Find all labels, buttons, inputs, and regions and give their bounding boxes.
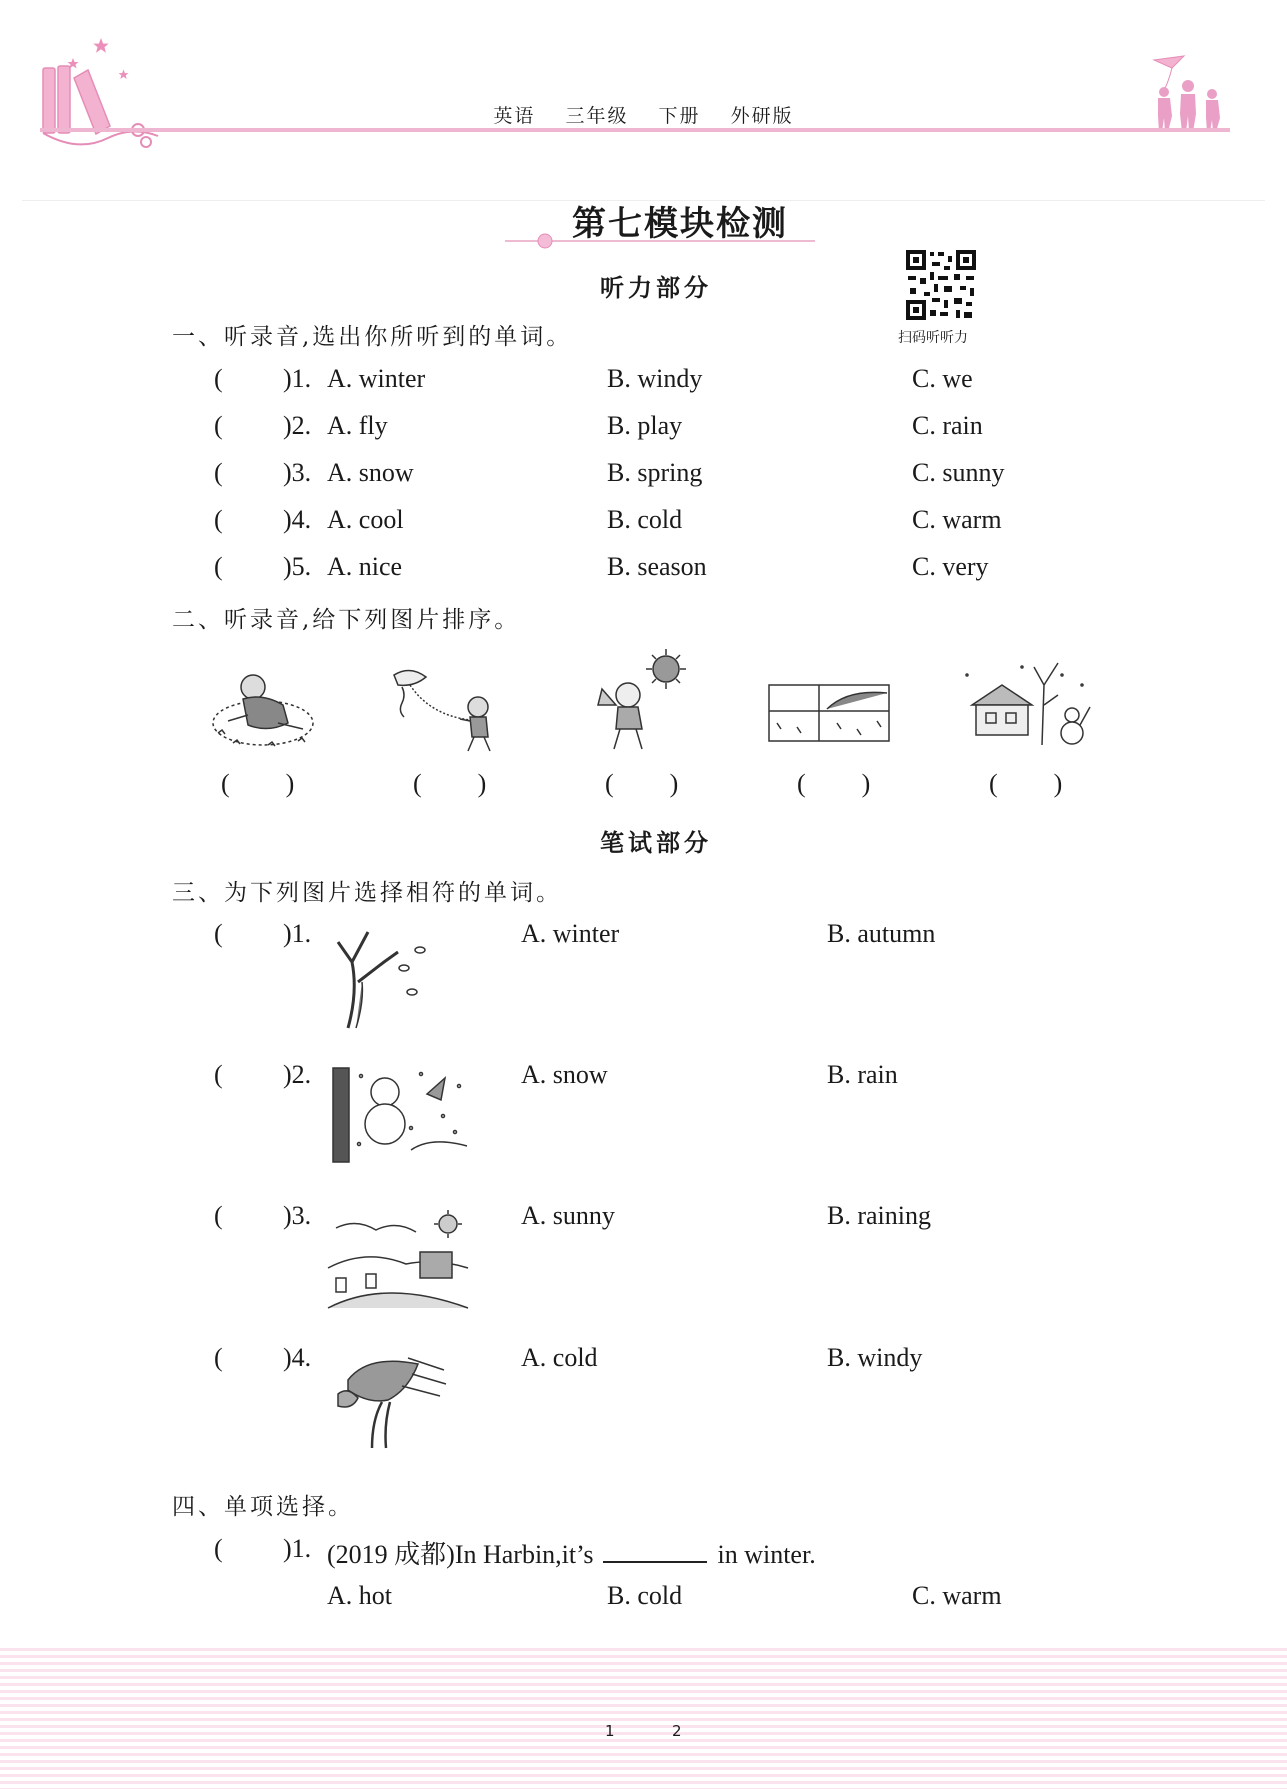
- option-c: C. rain: [912, 411, 983, 440]
- child-with-fan-under-sun-image: [588, 645, 698, 759]
- option-b: B. windy: [607, 364, 703, 393]
- question-source: (2019 成都): [327, 1540, 455, 1569]
- volume-label: 下册: [658, 105, 701, 127]
- paren-close: ): [1053, 769, 1063, 798]
- page-number-right: 2: [672, 1722, 682, 1740]
- answer-paren-open[interactable]: (: [214, 1534, 223, 1563]
- option-b: B. cold: [607, 505, 683, 534]
- qr-code-icon[interactable]: [904, 248, 978, 322]
- answer-paren-open[interactable]: (: [214, 411, 223, 440]
- picture-2-answer[interactable]: [413, 769, 486, 799]
- option-c: C. sunny: [912, 458, 1005, 487]
- option-a: A. winter: [521, 919, 620, 948]
- page-number-left: 1: [605, 1722, 615, 1740]
- picture-1-answer[interactable]: [221, 769, 294, 799]
- list-item: [0, 1581, 1287, 1621]
- list-item: [0, 1343, 1287, 1383]
- bare-tree-falling-leaves-image: [328, 922, 438, 1036]
- question-number: )4.: [283, 505, 312, 534]
- part4-heading: 四、单项选择。: [172, 1494, 354, 1520]
- title-underline-decoration: [505, 233, 815, 253]
- grade-label: 三年级: [565, 105, 629, 127]
- question-number: )1.: [283, 919, 312, 948]
- listening-section-heading: 听力部分: [600, 273, 712, 302]
- option-c: C. warm: [912, 505, 1002, 534]
- list-item: [0, 1534, 1287, 1574]
- snowman-in-snow-image: [331, 1066, 469, 1168]
- list-item: [0, 505, 1287, 545]
- answer-paren-open[interactable]: (: [214, 505, 223, 534]
- list-item: [0, 1060, 1287, 1100]
- question-number: )5.: [283, 552, 312, 581]
- question-number: )3.: [283, 1201, 312, 1230]
- stem-after-blank: in winter.: [717, 1540, 816, 1569]
- picture-3-answer[interactable]: [605, 769, 678, 799]
- option-c: C. very: [912, 552, 989, 581]
- question-number: )1.: [283, 364, 312, 393]
- paren-close: ): [285, 769, 295, 798]
- list-item: [0, 919, 1287, 959]
- paren-open: (: [989, 769, 998, 798]
- option-a: A. winter: [327, 364, 426, 393]
- answer-paren-open[interactable]: (: [214, 919, 223, 948]
- edition-label: 外研版: [730, 105, 794, 127]
- page-title: 第七模块检测: [572, 204, 788, 244]
- question-stem: [327, 1534, 816, 1571]
- question-number: )3.: [283, 458, 312, 487]
- writing-section-heading: 笔试部分: [600, 828, 712, 857]
- option-a: A. snow: [521, 1060, 608, 1089]
- option-b: B. windy: [827, 1343, 923, 1372]
- sunny-village-image: [326, 1208, 470, 1314]
- answer-blank[interactable]: [603, 1539, 707, 1563]
- list-item: [0, 364, 1287, 404]
- paren-open: (: [605, 769, 614, 798]
- header-rule: [40, 128, 1230, 132]
- list-item: [0, 458, 1287, 498]
- part2-heading: 二、听录音,给下列图片排序。: [172, 607, 521, 633]
- snowy-house-and-snowman-image: [962, 655, 1092, 759]
- paren-close: ): [861, 769, 871, 798]
- paren-close: ): [669, 769, 679, 798]
- option-a: A. nice: [327, 552, 403, 581]
- question-number: )1.: [283, 1534, 312, 1563]
- tree-bending-in-wind-image: [328, 1350, 448, 1454]
- part3-heading: 三、为下列图片选择相符的单词。: [172, 880, 562, 906]
- option-a: A. hot: [327, 1581, 392, 1610]
- option-b: B. rain: [827, 1060, 898, 1089]
- option-a: A. cold: [521, 1343, 598, 1372]
- footer-stripes: [0, 1648, 1287, 1789]
- option-a: A. fly: [327, 411, 388, 440]
- part1-heading: 一、听录音,选出你所听到的单词。: [172, 324, 573, 350]
- option-a: A. snow: [327, 458, 414, 487]
- question-number: )4.: [283, 1343, 312, 1372]
- subject-label: 英语: [493, 105, 536, 127]
- option-a: A. cool: [327, 505, 404, 534]
- option-c: C. we: [912, 364, 973, 393]
- books-logo: [38, 38, 163, 157]
- picture-4-answer[interactable]: [797, 769, 870, 799]
- answer-paren-open[interactable]: (: [214, 1343, 223, 1372]
- option-b: B. spring: [607, 458, 703, 487]
- list-item: [0, 552, 1287, 592]
- child-playing-in-leaves-image: [208, 663, 318, 757]
- question-number: )2.: [283, 411, 312, 440]
- book-info: [0, 101, 1287, 128]
- stem-before-blank: In Harbin,it’s: [454, 1540, 594, 1569]
- option-a: A. sunny: [521, 1201, 615, 1230]
- rain-on-window-image: [767, 683, 892, 749]
- paren-open: (: [413, 769, 422, 798]
- list-item: [0, 411, 1287, 451]
- option-b: B. autumn: [827, 919, 936, 948]
- answer-paren-open[interactable]: (: [214, 552, 223, 581]
- picture-5-answer[interactable]: [989, 769, 1062, 799]
- paren-open: (: [221, 769, 230, 798]
- option-c: C. warm: [912, 1581, 1002, 1610]
- child-flying-kite-image: [390, 665, 510, 759]
- answer-paren-open[interactable]: (: [214, 1060, 223, 1089]
- paren-close: ): [477, 769, 487, 798]
- answer-paren-open[interactable]: (: [214, 364, 223, 393]
- option-b: B. raining: [827, 1201, 931, 1230]
- list-item: [0, 1201, 1287, 1241]
- question-number: )2.: [283, 1060, 312, 1089]
- paren-open: (: [797, 769, 806, 798]
- option-b: B. season: [607, 552, 707, 581]
- answer-paren-open[interactable]: (: [214, 458, 223, 487]
- option-b: B. play: [607, 411, 683, 440]
- option-b: B. cold: [607, 1581, 683, 1610]
- answer-paren-open[interactable]: (: [214, 1201, 223, 1230]
- qr-caption: 扫码听听力: [898, 330, 968, 346]
